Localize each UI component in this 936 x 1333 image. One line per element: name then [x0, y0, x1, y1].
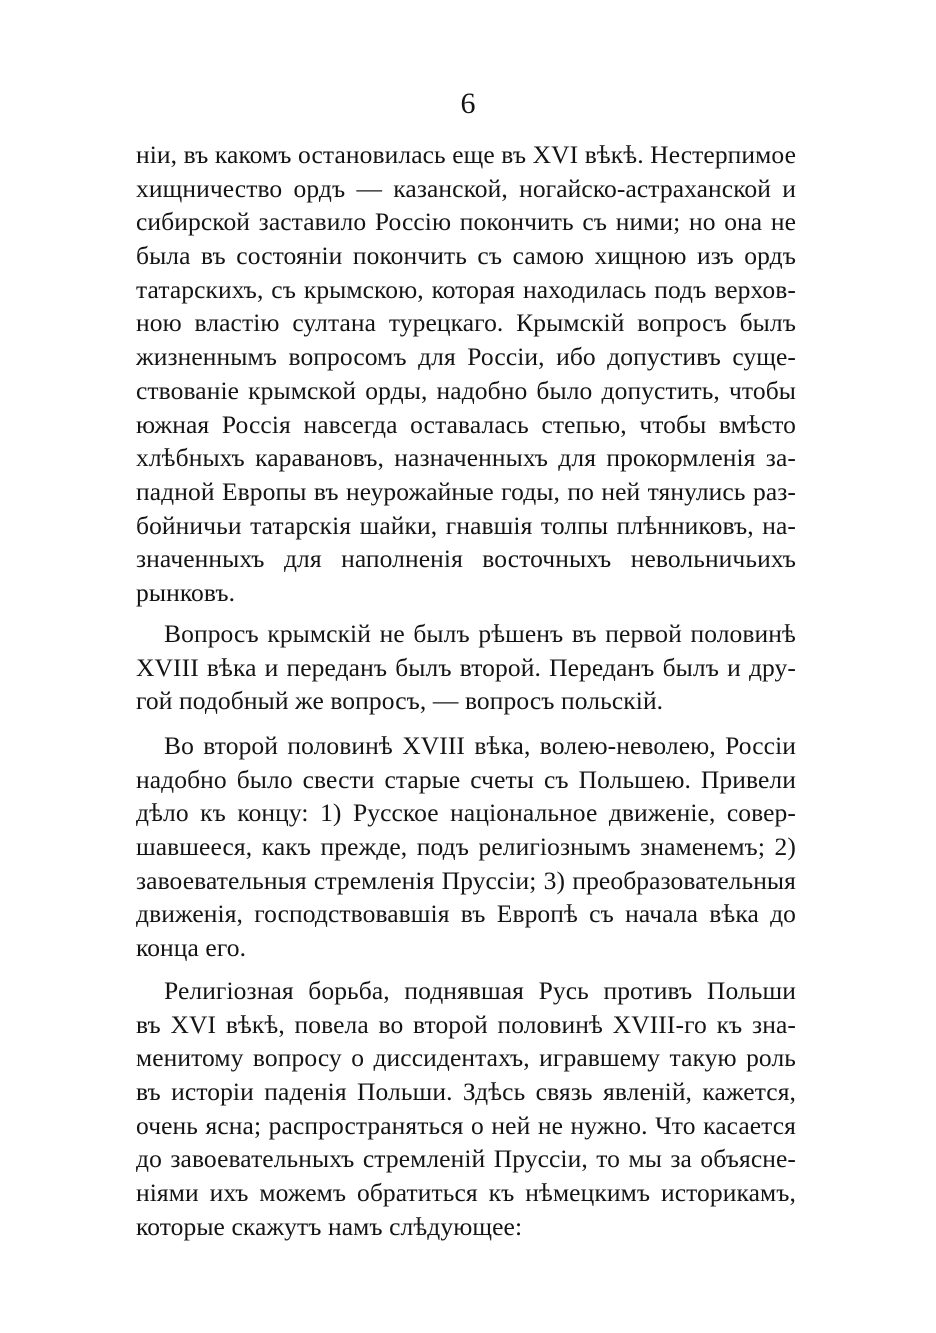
text-line: въ исторіи паденія Польши. Здѣсь связь явленій, кажется,	[136, 1077, 796, 1107]
text-line: конца его.	[136, 933, 247, 963]
text-line: ствованіе крымской орды, надобно было допустить, чтобы	[136, 375, 796, 405]
text-line: Во второй половинѣ XVIII вѣка, волею-неволею, Россіи	[164, 731, 796, 760]
text-line: менитому вопросу о диссидентахъ, игравшему такую роль	[136, 1043, 796, 1073]
page-number: 6	[460, 87, 476, 120]
text-line: рынковъ.	[136, 577, 236, 607]
text-line: бойничьи татарскія шайки, гнавшія толпы плѣнниковъ, на-	[136, 510, 796, 540]
text-line: была въ состояніи покончить съ самою хищною изъ ордъ	[136, 241, 796, 271]
text-line: движенія, господствовавшія въ Европѣ съ начала вѣка до	[136, 899, 796, 929]
text-line: которые скажутъ намъ слѣдующее:	[136, 1211, 523, 1241]
text-line: надобно было свести старые счеты съ Польшею. Привели	[136, 764, 796, 794]
text-line: шавшееся, какъ прежде, подъ религіознымъ знаменемъ; 2)	[136, 832, 796, 862]
text-line: XVIII вѣка и переданъ былъ второй. Переданъ былъ и дру-	[136, 652, 796, 682]
paragraph-2	[136, 617, 796, 718]
paragraph-3	[136, 729, 796, 965]
text-line: жизненнымъ вопросомъ для Россіи, ибо допустивъ суще-	[136, 342, 796, 372]
text-line: татарскихъ, съ крымскою, которая находилась подъ верхов-	[136, 274, 796, 304]
text-line: хищничество ордъ — казанской, ногайско-астраханской и	[136, 173, 796, 203]
text-line: дѣло къ концу: 1) Русское національное движеніе, совер-	[136, 798, 796, 828]
text-line: Религіозная борьба, поднявшая Русь противъ Польши	[164, 976, 796, 1005]
text-line: ніи, въ какомъ остановилась еще въ XVI вѣкѣ. Нестерпимое	[136, 140, 796, 169]
text-line: падной Европы въ неурожайные годы, по ней тянулись раз-	[136, 476, 796, 506]
text-line: сибирской заставило Россію покончить съ ними; но она не	[136, 207, 796, 237]
text-line: очень ясна; распространяться о ней не нужно. Что касается	[136, 1110, 796, 1140]
text-line: до завоевательныхъ стремленій Пруссіи, то мы за объясне-	[136, 1144, 796, 1174]
text-line: ною властію султана турецкаго. Крымскій вопросъ былъ	[136, 308, 796, 338]
text-line: значенныхъ для наполненія восточныхъ невольничьихъ	[136, 544, 796, 574]
text-line: гой подобный же вопросъ, — вопросъ польскій.	[136, 686, 664, 716]
text-line: хлѣбныхъ каравановъ, назначенныхъ для прокормленія за-	[136, 443, 796, 473]
text-line: Вопросъ крымскій не былъ рѣшенъ въ первой половинѣ	[164, 619, 796, 648]
text-line: ніями ихъ можемъ обратиться къ нѣмецкимъ историкамъ,	[136, 1178, 796, 1208]
paragraph-4	[136, 974, 796, 1244]
text-line: въ XVI вѣкѣ, повела во второй половинѣ XVIII-го къ зна-	[136, 1009, 796, 1039]
paragraph-1	[136, 138, 796, 610]
text-line: завоевательныя стремленія Пруссіи; 3) преобразовательныя	[136, 865, 796, 895]
text-line: южная Россія навсегда оставалась степью, чтобы вмѣсто	[136, 409, 796, 439]
